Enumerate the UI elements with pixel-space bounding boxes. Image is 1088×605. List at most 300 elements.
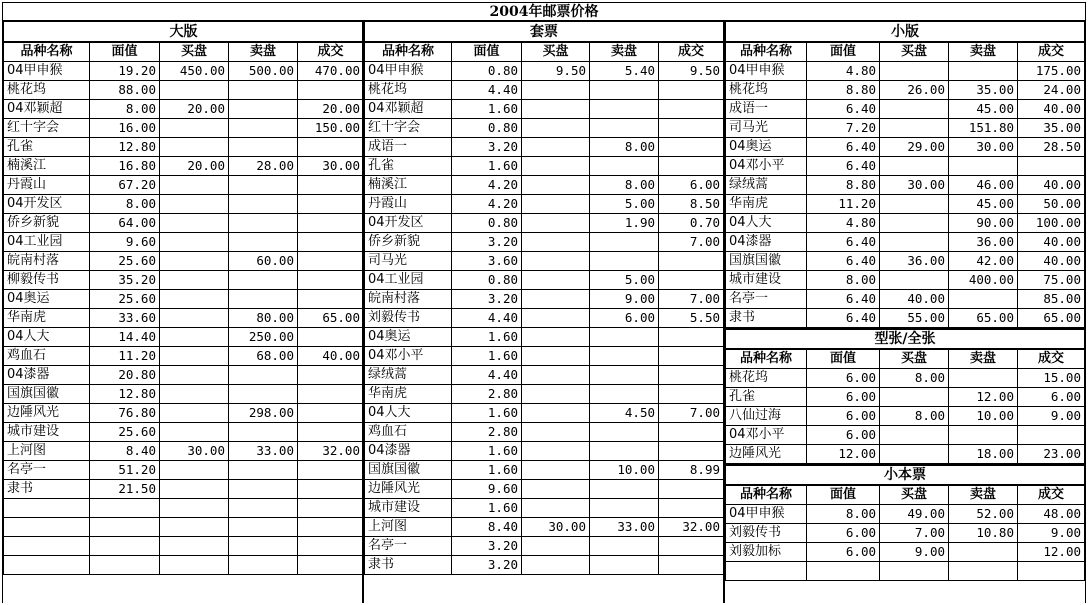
cell-bid [880,388,949,407]
cell-bid: 7.00 [880,524,949,543]
cell-bid [880,233,949,252]
cell-deal: 12.00 [1018,543,1085,562]
cell-bid [160,290,229,309]
cell-name: 04奥运 [365,328,452,347]
cell-deal [659,366,724,385]
cell-name: 桃花坞 [365,81,452,100]
cell-bid [522,404,590,423]
cell-name: 04甲申猴 [726,505,807,524]
cell-deal [298,537,364,556]
cell-ask: 45.00 [949,195,1018,214]
cell-name: 孔雀 [4,138,90,157]
cell-face-value: 12.80 [90,385,160,404]
cell-ask: 65.00 [949,309,1018,328]
cell-name: 楠溪江 [365,176,452,195]
cell-deal [298,81,364,100]
cell-deal: 65.00 [1018,309,1085,328]
cell-ask [590,499,659,518]
cell-bid [160,366,229,385]
cell-bid [880,445,949,464]
col-header-bid: 买盘 [880,42,949,62]
cell-name: 国旗国徽 [4,385,90,404]
cell-name: 红十字会 [365,119,452,138]
cell-deal [298,138,364,157]
cell-face-value: 12.80 [90,138,160,157]
cell-ask: 10.80 [949,524,1018,543]
table-row [365,252,724,271]
cell-face-value: 64.00 [90,214,160,233]
cell-deal: 40.00 [1018,176,1085,195]
cell-face-value: 6.40 [807,290,880,309]
cell-deal: 24.00 [1018,81,1085,100]
table-row [4,119,364,138]
sheet-title: 2004年邮票价格 [2,2,1086,22]
cell-name: 城市建设 [4,423,90,442]
cell-deal [659,499,724,518]
cell-bid: 26.00 [880,81,949,100]
cell-name: 楠溪江 [4,157,90,176]
cell-name: 04甲申猴 [4,62,90,81]
cell-deal: 6.00 [659,176,724,195]
cell-ask [590,81,659,100]
cell-ask: 6.00 [590,309,659,328]
cell-bid: 20.00 [160,100,229,119]
table-row [726,119,1085,138]
cell-ask [229,138,298,157]
cell-bid: 29.00 [880,138,949,157]
cell-face-value: 11.20 [90,347,160,366]
cell-deal [659,81,724,100]
cell-face-value: 8.00 [807,505,880,524]
cell-ask [590,252,659,271]
cell-name: 04人大 [726,214,807,233]
cell-name: 孔雀 [365,157,452,176]
cell-ask [229,537,298,556]
cell-name: 鸡血石 [4,347,90,366]
cell-bid [522,461,590,480]
cell-face-value: 8.00 [90,100,160,119]
cell-ask [949,369,1018,388]
cell-face-value: 6.40 [807,309,880,328]
cell-name: 上河图 [4,442,90,461]
cell-bid [522,366,590,385]
col-header-ask: 卖盘 [949,485,1018,505]
cell-bid [522,499,590,518]
cell-deal [298,518,364,537]
cell-name: 柳毅传书 [4,271,90,290]
cell-face-value: 3.20 [452,290,522,309]
table-row [726,214,1085,233]
section-heading: 小本票 [726,465,1085,485]
cell-deal: 6.00 [1018,388,1085,407]
cell-bid [522,157,590,176]
cell-ask [590,480,659,499]
col-header-ask: 卖盘 [229,42,298,62]
cell-bid [160,81,229,100]
cell-face-value: 4.20 [452,195,522,214]
col-header-ask: 卖盘 [590,42,659,62]
cell-bid [160,233,229,252]
cell-face-value: 16.00 [90,119,160,138]
cell-ask: 90.00 [949,214,1018,233]
table-row [365,271,724,290]
table-row [726,138,1085,157]
cell-face-value: 6.40 [807,138,880,157]
cell-name: 04人大 [4,328,90,347]
cell-name: 桃花坞 [4,81,90,100]
cell-name [4,499,90,518]
column-headers [365,42,724,62]
cell-name: 八仙过海 [726,407,807,426]
cell-deal [659,347,724,366]
table-row [4,195,364,214]
cell-name [4,556,90,575]
table-row [726,62,1085,81]
cell-deal: 15.00 [1018,369,1085,388]
cell-bid [880,214,949,233]
cell-name: 04开发区 [365,214,452,233]
cell-deal: 50.00 [1018,195,1085,214]
cell-deal: 40.00 [1018,100,1085,119]
cell-name: 04奥运 [726,138,807,157]
cell-ask [590,556,659,575]
cell-name: 皖南村落 [365,290,452,309]
table-row [4,366,364,385]
table-row [726,157,1085,176]
table-row [4,347,364,366]
table-row [726,562,1085,581]
table-row [4,290,364,309]
cell-ask [590,119,659,138]
cell-deal [659,271,724,290]
cell-deal [298,328,364,347]
table-row [365,328,724,347]
cell-bid: 55.00 [880,309,949,328]
table-row [365,404,724,423]
cell-deal: 40.00 [298,347,364,366]
cell-bid: 8.00 [880,407,949,426]
table-row [726,505,1085,524]
cell-name: 04工业园 [365,271,452,290]
cell-ask: 33.00 [590,518,659,537]
cell-name: 边陲风光 [726,445,807,464]
table-row [365,499,724,518]
cell-deal [1018,426,1085,445]
cell-face-value: 4.40 [452,366,522,385]
cell-deal [298,480,364,499]
table-row [4,480,364,499]
cell-face-value: 21.50 [90,480,160,499]
cell-bid [160,385,229,404]
col-header-face: 面值 [90,42,160,62]
cell-face-value: 20.80 [90,366,160,385]
cell-name: 华南虎 [4,309,90,328]
col-header-name: 品种名称 [726,485,807,505]
cell-name: 隶书 [4,480,90,499]
table-row [4,271,364,290]
cell-ask [229,119,298,138]
cell-ask: 80.00 [229,309,298,328]
cell-face-value: 4.40 [452,309,522,328]
cell-bid [880,100,949,119]
cell-bid [160,537,229,556]
cell-bid [160,309,229,328]
cell-bid [522,290,590,309]
section-heading: 小版 [726,22,1085,42]
cell-bid [880,271,949,290]
cell-name: 名亭一 [365,537,452,556]
cell-face-value: 6.40 [807,157,880,176]
cell-ask: 250.00 [229,328,298,347]
cell-name: 04邓小平 [726,426,807,445]
cell-ask [229,81,298,100]
cell-deal [298,404,364,423]
cell-name: 隶书 [365,556,452,575]
cell-ask: 9.00 [590,290,659,309]
cell-deal [1018,562,1085,581]
cell-name: 04邓小平 [726,157,807,176]
table-row [4,100,364,119]
cell-face-value: 4.20 [452,176,522,195]
cell-ask: 10.00 [590,461,659,480]
cell-ask: 46.00 [949,176,1018,195]
column-headers [726,485,1085,505]
section-large [2,22,364,603]
cell-face-value: 3.20 [452,233,522,252]
cell-bid [522,100,590,119]
cell-deal [298,461,364,480]
cell-deal: 35.00 [1018,119,1085,138]
cell-face-value: 12.00 [807,445,880,464]
cell-face-value: 16.80 [90,157,160,176]
table-row [365,556,724,575]
cell-bid [522,214,590,233]
cell-bid: 20.00 [160,157,229,176]
cell-bid: 8.00 [880,369,949,388]
table-row [4,81,364,100]
col-header-deal: 成交 [1018,349,1085,369]
table-row [4,537,364,556]
cell-bid [160,195,229,214]
table-row [365,366,724,385]
section-right [725,22,1086,603]
column-headers [726,42,1085,62]
cell-ask [590,537,659,556]
table-row [726,100,1085,119]
cell-ask [949,562,1018,581]
cell-deal [659,100,724,119]
cell-deal [298,499,364,518]
cell-face-value: 8.40 [90,442,160,461]
cell-ask: 12.00 [949,388,1018,407]
cell-bid [522,309,590,328]
cell-face-value: 51.20 [90,461,160,480]
cell-deal [659,328,724,347]
cell-bid [880,157,949,176]
cell-bid [522,442,590,461]
cell-face-value: 6.40 [807,252,880,271]
cell-name: 绿绒蒿 [726,176,807,195]
col-header-ask: 卖盘 [949,349,1018,369]
cell-face-value [90,556,160,575]
table-row [4,138,364,157]
cell-name: 鸡血石 [365,423,452,442]
col-header-bid: 买盘 [522,42,590,62]
cell-bid [160,214,229,233]
cell-ask: 42.00 [949,252,1018,271]
cell-name: 04漆器 [4,366,90,385]
cell-bid: 36.00 [880,252,949,271]
cell-face-value: 6.00 [807,388,880,407]
cell-ask: 5.40 [590,62,659,81]
cell-name [4,518,90,537]
table-row [365,461,724,480]
cell-bid [522,556,590,575]
col-header-deal: 成交 [1018,485,1085,505]
cell-bid [522,480,590,499]
cell-ask: 36.00 [949,233,1018,252]
cell-ask [229,214,298,233]
cell-ask [229,366,298,385]
cell-bid [522,385,590,404]
cell-bid: 40.00 [880,290,949,309]
cell-name: 04甲申猴 [726,62,807,81]
cell-ask [590,347,659,366]
cell-ask: 8.00 [590,138,659,157]
table-row [4,385,364,404]
cell-face-value: 1.60 [452,461,522,480]
cell-name: 刘毅加标 [726,543,807,562]
col-header-face: 面值 [807,349,880,369]
col-header-name: 品种名称 [726,349,807,369]
cell-face-value: 1.60 [452,347,522,366]
cell-face-value: 7.20 [807,119,880,138]
cell-deal [659,480,724,499]
table-row [365,100,724,119]
cell-name: 华南虎 [726,195,807,214]
cell-bid [522,119,590,138]
table-row [726,309,1085,328]
cell-bid [522,195,590,214]
cell-deal [659,157,724,176]
cell-deal: 5.50 [659,309,724,328]
cell-deal [659,119,724,138]
table-row [365,423,724,442]
cell-ask [229,480,298,499]
table-row [726,369,1085,388]
column-headers [4,42,364,62]
col-header-name: 品种名称 [365,42,452,62]
col-header-face: 面值 [452,42,522,62]
cell-face-value: 0.80 [452,62,522,81]
table-row [726,290,1085,309]
cell-ask [590,385,659,404]
column-headers [726,349,1085,369]
cell-bid [160,176,229,195]
cell-deal: 7.00 [659,233,724,252]
cell-deal [659,138,724,157]
cell-ask: 28.00 [229,157,298,176]
table-row [4,252,364,271]
cell-ask [590,100,659,119]
cell-face-value: 4.80 [807,214,880,233]
cell-deal: 28.50 [1018,138,1085,157]
cell-name: 司马光 [365,252,452,271]
cell-deal [298,195,364,214]
table-row [365,62,724,81]
cell-name: 华南虎 [365,385,452,404]
table-large [3,22,364,575]
cell-face-value: 14.40 [90,328,160,347]
price-sheet [2,2,1086,603]
cell-bid [522,138,590,157]
table-row [365,442,724,461]
cell-ask: 30.00 [949,138,1018,157]
cell-ask [229,518,298,537]
col-header-deal: 成交 [659,42,724,62]
cell-name: 城市建设 [365,499,452,518]
table-row [365,195,724,214]
table-row [726,407,1085,426]
cell-name: 04邓颖超 [365,100,452,119]
cell-deal: 8.99 [659,461,724,480]
cell-ask: 1.90 [590,214,659,233]
cell-bid [522,423,590,442]
cell-bid: 30.00 [160,442,229,461]
cell-ask [590,157,659,176]
cell-face-value: 33.60 [90,309,160,328]
cell-bid: 9.50 [522,62,590,81]
cell-name: 04开发区 [4,195,90,214]
cell-deal: 85.00 [1018,290,1085,309]
cell-face-value: 1.60 [452,328,522,347]
table-booklets [725,464,1085,581]
table-row [4,442,364,461]
cell-face-value: 25.60 [90,290,160,309]
cell-bid [160,252,229,271]
cell-deal: 0.70 [659,214,724,233]
table-row [4,499,364,518]
cell-name: 名亭一 [4,461,90,480]
cell-face-value: 6.00 [807,524,880,543]
cell-face-value: 0.80 [452,214,522,233]
cell-name [726,562,807,581]
cell-face-value: 4.80 [807,62,880,81]
cell-name: 上河图 [365,518,452,537]
cell-face-value: 3.20 [452,556,522,575]
cell-name: 04漆器 [365,442,452,461]
cell-name: 04奥运 [4,290,90,309]
cell-ask [229,290,298,309]
cell-name: 刘毅传书 [726,524,807,543]
cell-face-value: 8.00 [90,195,160,214]
table-row [365,385,724,404]
cell-face-value [90,537,160,556]
cell-deal [298,366,364,385]
cell-deal: 40.00 [1018,233,1085,252]
cell-name: 城市建设 [726,271,807,290]
table-row [4,62,364,81]
cell-deal: 32.00 [659,518,724,537]
cell-bid [160,347,229,366]
table-row [4,309,364,328]
cell-bid [160,423,229,442]
cell-face-value: 4.40 [452,81,522,100]
cell-ask [590,442,659,461]
cell-face-value: 8.00 [807,271,880,290]
cell-deal [298,252,364,271]
cell-name [4,537,90,556]
